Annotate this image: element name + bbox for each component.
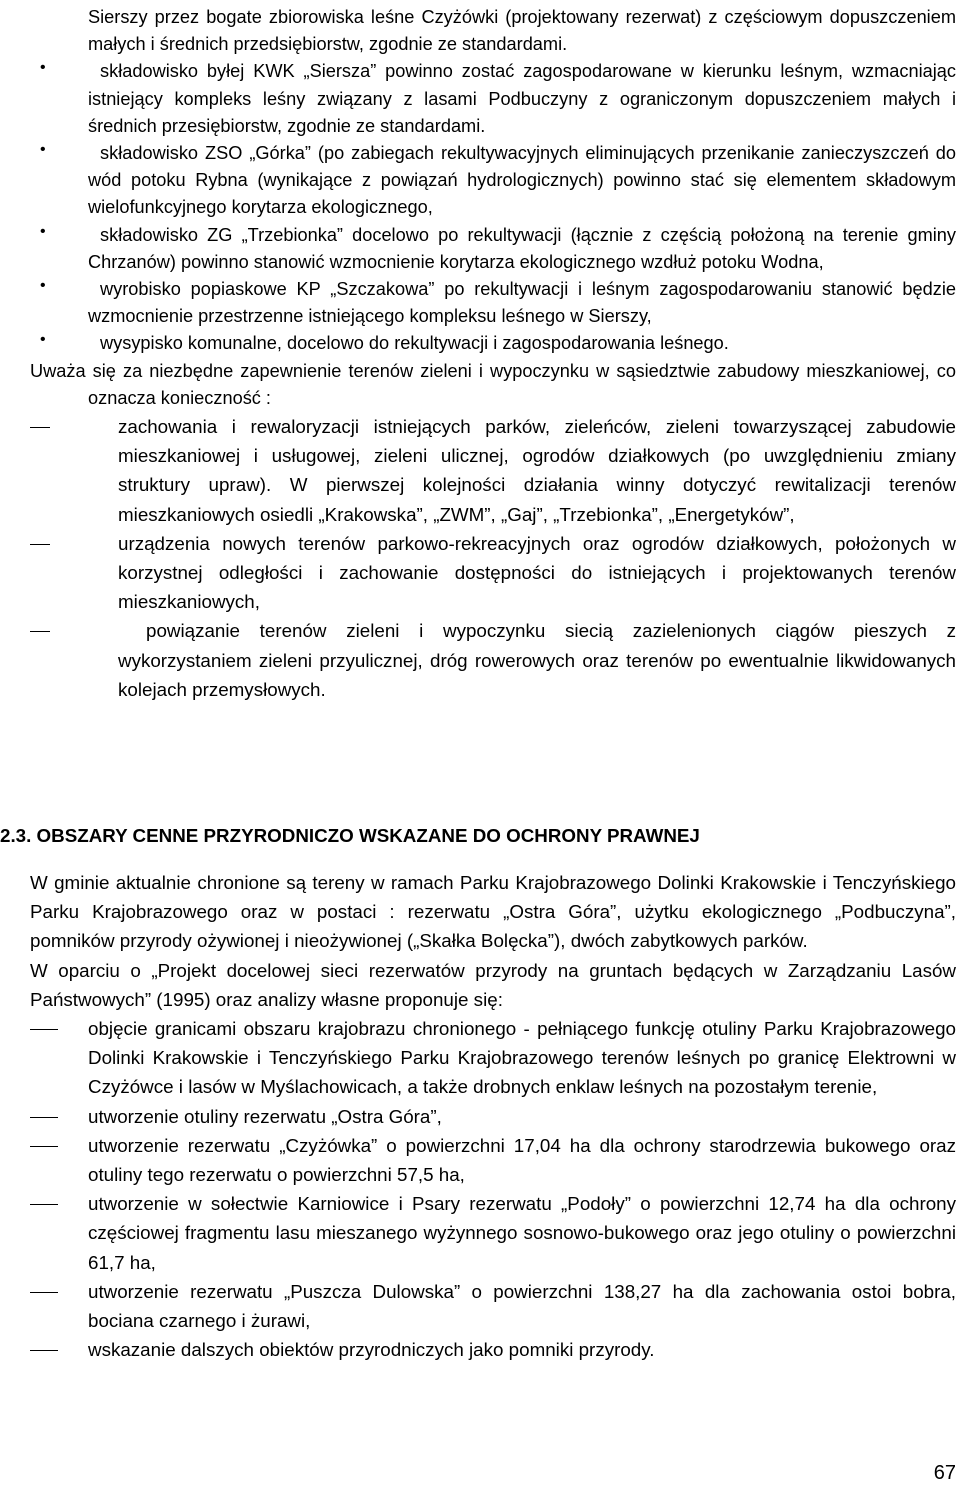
list-item-text: wyrobisko popiaskowe KP „Szczakowa” po rekultywacji i leśnym zagospodarowaniu stanowić będzie wzmocnienie przestrzenne istniejącego kompleksu leśnego w Sierszy, [88, 279, 956, 327]
list-item-text: zachowania i rewaloryzacji istniejących parków, zieleńców, zieleni towarzyszącej zabudowie mieszkaniowej i usługowej, zieleni ulicznej, ogrodów działkowych (po uwzględnieniu zmiany struktury upraw). W pierwszej kolejności działania winny dotyczyć rewitalizacji terenów mieszkaniowych osiedli „Krakowska”, „ZWM”, „Gaj”, „Trzebionka”, „Energetyków”, [118, 416, 956, 525]
dash-list-green-areas [30, 412, 956, 704]
list-item [30, 276, 956, 330]
dash-icon [30, 427, 50, 428]
list-item-text: składowisko ZSO „Górka” (po zabiegach rekultywacyjnych eliminujących przenikanie zanieczyszczeń do wód potoku Rybna (wynikające z powiązań hydrologicznych) powinno stać się elementem składowym wielofunkcyjnego korytarza ekologicznego, [88, 143, 956, 218]
list-item-text: utworzenie w sołectwie Karniowice i Psary rezerwatu „Podoły” o powierzchni 12,74 ha dla ochrony częściowej fragmentu lasu mieszanego wyżynnego sosnowo-bukowego oraz jego otuliny o powierzchni 61,7 ha, [88, 1193, 956, 1273]
dash-list-proposals [30, 1014, 956, 1364]
section-body [30, 868, 956, 1364]
list-item-text: składowisko byłej KWK „Siersza” powinno zostać zagospodarowane w kierunku leśnym, wzmacniając istniejący kompleks leśny związany z lasami Podbuczyny z ograniczonym dopuszczeniem małych i średnich przesiębiorstw, zgodnie ze standardami. [88, 61, 956, 136]
section-intro-block [30, 358, 956, 412]
bullet-icon: • [40, 331, 46, 349]
list-item-text: objęcie granicami obszaru krajobrazu chronionego - pełniącego funkcję otuliny Parku Krajobrazowego Dolinki Krakowskie i Tenczyńskiego Parku Krajobrazowego terenów leśnych po granicę Elektrowni w Czyżówce i lasów w Myślachowicach, a także drobnych enklaw leśnych na pozostałym terenie, [88, 1018, 956, 1098]
paragraph: W gminie aktualnie chronione są tereny w ramach Parku Krajobrazowego Dolinki Krakowskie i Tenczyńskiego Parku Krajobrazowego oraz w postaci : rezerwatu „Ostra Góra”, użytku ekologicznego „Podbuczyna”, pomników przyrody ożywionej i nieożywionej („Skałka Bolęcka”), dwóch zabytkowych parków. [30, 872, 956, 952]
list-item [30, 222, 956, 276]
list-item-text: Sierszy przez bogate zbiorowiska leśne Czyżówki (projektowany rezerwat) z częściowym dopuszczeniem małych i średnich przedsiębiorstw, zgodnie ze standardami. [88, 7, 956, 55]
list-item [30, 412, 956, 529]
list-item [30, 140, 956, 222]
section-intro [30, 358, 956, 412]
dash-icon [30, 544, 50, 545]
list-item [30, 1014, 956, 1102]
section-intro-text: Uważa się za niezbędne zapewnienie terenów zieleni i wypoczynku w sąsiedztwie zabudowy mieszkaniowej, co oznacza konieczność : [30, 360, 956, 408]
list-item [30, 1131, 956, 1189]
bullet-icon: • [40, 277, 46, 295]
list-item [30, 1189, 956, 1277]
list-item-text: utworzenie otuliny rezerwatu „Ostra Góra”, [88, 1105, 442, 1127]
dash-icon [30, 1117, 58, 1118]
list-item-text: urządzenia nowych terenów parkowo-rekreacyjnych oraz ogrodów działkowych, położonych w korzystnej odległości i zachowanie dostępności do istniejących i projektowanych terenów mieszkaniowych, [118, 532, 956, 613]
bullet-icon: • [40, 222, 46, 240]
dash-icon [30, 1029, 58, 1030]
list-item-text: powiązanie terenów zieleni i wypoczynku siecią zazielenionych ciągów pieszych z wykorzystaniem zieleni przyulicznej, dróg rowerowych oraz terenów po ewentualnie likwidowanych kolejach przemysłowych. [118, 620, 956, 700]
list-item [30, 4, 956, 58]
section-heading: 2.3. OBSZARY CENNE PRZYRODNICZO WSKAZANE DO OCHRONY PRAWNEJ [0, 825, 700, 846]
dash-icon [30, 1146, 58, 1147]
list-item [30, 330, 956, 357]
bullet-list-sites [30, 4, 956, 704]
list-item [30, 1102, 956, 1131]
bullet-icon: • [40, 59, 46, 77]
list-item-text: utworzenie rezerwatu „Puszcza Dulowska” o powierzchni 138,27 ha dla zachowania ostoi bobra, bociana czarnego i żurawi, [88, 1280, 956, 1332]
list-item [30, 529, 956, 617]
paragraph: W oparciu o „Projekt docelowej sieci rezerwatów przyrody na gruntach będących w Zarządzaniu Lasów Państwowych” (1995) oraz analizy własne proponuje się: [30, 959, 956, 1010]
bullet-icon: • [40, 141, 46, 159]
dash-icon [30, 1292, 58, 1293]
list-item-text: składowisko ZG „Trzebionka” docelowo po rekultywacji (łącznie z częścią położoną na terenie gminy Chrzanów) powinno stanowić wzmocnienie korytarza ekologicznego wzdłuż potoku Wodna, [88, 224, 956, 272]
dash-icon [30, 1204, 58, 1205]
page-number: 67 [933, 1462, 956, 1484]
list-item [30, 58, 956, 140]
list-item-text: utworzenie rezerwatu „Czyżówka” o powierzchni 17,04 ha dla ochrony starodrzewia bukowego oraz otuliny tego rezerwatu o powierzchni 57,5 ha, [88, 1134, 956, 1186]
list-item [30, 616, 956, 704]
dash-icon [30, 1350, 58, 1351]
dash-icon [30, 631, 50, 632]
list-item-text: wysypisko komunalne, docelowo do rekultywacji i zagospodarowania leśnego. [100, 333, 729, 354]
dash-list-container [30, 412, 956, 704]
list-item [30, 1335, 956, 1364]
list-item-text: wskazanie dalszych obiektów przyrodniczych jako pomniki przyrody. [88, 1339, 655, 1361]
list-item [30, 1277, 956, 1335]
